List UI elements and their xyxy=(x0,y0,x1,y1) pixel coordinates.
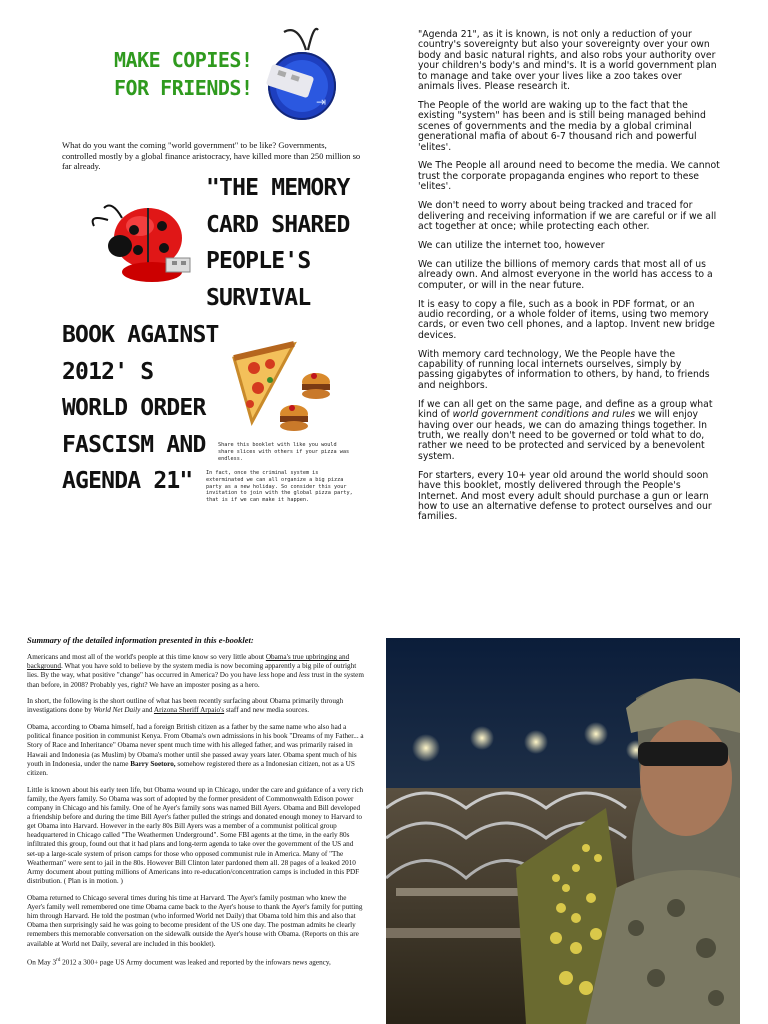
title-line-1: "THE MEMORY xyxy=(206,175,350,201)
italic-span: World Net Daily xyxy=(93,706,141,715)
make-copies-line-1: MAKE COPIES! xyxy=(114,48,253,72)
subtitle-line-5: AGENDA 21" xyxy=(62,468,193,494)
text-span: somehow registered there as a Indonesian citizen, not as a US citizen. xyxy=(27,759,355,777)
text-span: staff and new media sources. xyxy=(224,706,310,715)
subtitle-line-3: WORLD ORDER xyxy=(62,395,206,421)
paragraph: "Agenda 21", as it is known, is not only a reduction of your country's sovereignty but also your sovereignty over your own body and basic natural rights, and also robs your authority over your children's body's and mind's. It is a world government plan to manage and take over your lives like a zoo takes over animals lives. Please research it. xyxy=(418,29,717,93)
infact-note: In fact, once the criminal system is exterminated we can all organize a big pizza party as a new holiday. So consider this your invitation to join with the global pizza party, that is if we can make it happen. xyxy=(206,470,353,504)
subtitle-line-4: FASCISM AND xyxy=(62,431,206,458)
text-span: If we can all get on the same page, and define as a group what kind of xyxy=(418,398,713,421)
text-span: Obama, according to Obama himself, had a foreign British citizen as a father by the same name who also had a political finance position in communist Kenya. From Obama's own admissions in his book "Dreams of my Father... a Story of Race and Inheritance" Obama never spent much time with his alleged father, and was primarily raised in Hawaii and Indonesia (as Muslim) by Obama's mother until she passed away years later. Obama spent much of his youth in Indonesia, under the name xyxy=(27,723,364,768)
paragraph: We can utilize the billions of memory cards that most all of us already own. And almost everyone in the world has access to a computer, or will in the near future. xyxy=(418,258,713,291)
title-line-3: PEOPLE'S xyxy=(206,248,311,274)
subtitle-line-1: BOOK AGAINST xyxy=(62,322,219,348)
upbringing-link[interactable]: Obama's true upbringing and background xyxy=(27,653,350,671)
text-span: On May 3 xyxy=(27,958,57,967)
booklet-title xyxy=(206,170,350,316)
paragraph xyxy=(27,723,365,778)
paragraph: Little is known about his early teen life, but Obama wound up in Chicago, under the care and guidance of a very rich family, the Ayers family. So Obama was sort of adopted by the former president of Commonwealth Edison power company in Chicago and his family. One of he Ayer's family sons was named Bill Ayers. Obama and Bill developed a friendship before and during the time Bill Ayer's father pulled the strings and donated enough money to Harvard to get Obama into Harvard. However in the early 80s Bill Ayers was a member of a communist political group headquartered in Chicago called "The Weathermen Underground". Some FBI agents at the time, in the early 80s infiltrated this group, found out that it had plans and long-term agenda to take over the government of the US and set-up a large-scale system of prison camps for those who opposed communist rule in America. Many of "The Weatherman" were sent to jail in the 80s. However Bill Clinton later pardoned them all. 28 pages of a leaked 2010 Army document about putting millions of Americans into re-education/concentration camps is included in this PDF distribution. ( Plan is in motion. ) xyxy=(27,785,364,886)
ladybug-usb-icon xyxy=(82,196,200,294)
make-copies-banner xyxy=(114,46,254,102)
paragraph: Obama returned to Chicago several times during his time at Harvard. The Ayer's family postman who knew the Ayer's family well remembered one time Obama came back to the Ayer's house to thank the Ayer's family for putting him through Harvard. He told the postman (who informed World net Daily) that Obama told him this and also that Obama then surprisingly said he was going to become president of the US one day. The postman admits he clearly remembers this memorable conversation on the sidewalk outside the Ayer's house with Obama. (Reports on this are available at World net Daily, several are included in this booklet). xyxy=(27,893,363,948)
italic-span: less xyxy=(258,671,270,680)
make-copies-line-2: FOR FRIENDS! xyxy=(114,76,253,100)
text-span: Americans and most all of the world's people at this time know so very little about xyxy=(27,653,266,662)
summary-heading: Summary of the detailed information presented in this e-booklet: xyxy=(27,635,254,645)
right-column-text xyxy=(418,30,720,531)
bold-span: Barry Soetoro, xyxy=(130,759,176,768)
arpaio-link[interactable]: Arizona Sheriff Arpaio's xyxy=(153,706,225,715)
intro-text: What do you want the coming "world government" to be like? Governments, controlled mostly by a global finance aristocracy, have killed more than 250 million so far already. xyxy=(62,140,361,171)
italic-span: world government conditions and rules xyxy=(452,409,636,421)
text-span: and xyxy=(140,706,154,715)
superscript: rd xyxy=(56,958,61,964)
paragraph xyxy=(27,653,365,690)
svg-text:⇥: ⇥ xyxy=(316,95,327,109)
text-span: trust in the system than before, in 2008? Probably yes, right? We have an imposter posing as a hero. xyxy=(27,671,364,689)
booklet-subtitle xyxy=(62,317,219,500)
paragraph xyxy=(27,956,365,968)
subtitle-line-2: 2012' S xyxy=(62,358,154,385)
text-span: . What you have sold to believe by the system media is now becoming apparently a big pile of outright lies. By the way, what positive "change" has occurred in America? Do you have xyxy=(27,662,357,680)
paragraph: It is easy to copy a file, such as a book in PDF format, or an audio recording, or a whole folder of items, using two memory cards, or even two cell phones, and a laptop. Invent new bridge devices. xyxy=(418,298,715,341)
title-line-4: SURVIVAL xyxy=(206,284,311,311)
paragraph: We The People all around need to become the media. We cannot trust the corporate propaganda engines who report to these 'elites'. xyxy=(418,160,720,193)
italic-span: less xyxy=(298,671,310,680)
summary-section xyxy=(27,636,365,975)
paragraph: We don't need to worry about being tracked and traced for delivering and receiving information if we are careful or if we all act together at once; while protecting each other. xyxy=(418,200,717,232)
paragraph xyxy=(418,400,720,462)
text-span: hope and xyxy=(269,671,299,680)
text-span: 2012 a 300+ page US Army document was leaked and reported by the infowars news agency, xyxy=(60,958,331,967)
text-span: In short, the following is the short outline of what has been recently surfacing about Obama primarily through investigations done by xyxy=(27,697,344,715)
title-line-2: CARD SHARED xyxy=(206,211,350,238)
share-note: Share this booklet with like you would share slices with others if your pizza was endless. xyxy=(218,442,350,462)
paragraph xyxy=(27,697,365,715)
paragraph: The People of the world are waking up to the fact that the existing "system" has been and is still being managed behind scenes of governments and the media by a global criminal generational mafia of about 6-7 thousand rich and powerful 'elites'. xyxy=(418,99,706,153)
paragraph: For starters, every 10+ year old around the world should soon have this booklet, mostly delivered through the People's Internet. And most every adult should purchase a gun or learn how to use an alternative defense to protect ourselves and our families. xyxy=(418,469,712,523)
camp-photo xyxy=(386,638,740,1024)
paragraph: With memory card technology, We the People have the capability of running local internets ourselves, simply by passing gigabytes of information to others, by hand, to friends and neighbors. xyxy=(418,348,710,391)
text-span: we will enjoy having over our heads, we can do amazing things together. In truth, we really don't need to be governed or told what to do, rather we need to be protected and serviced by a benevolent system. xyxy=(418,409,708,462)
paragraph: We can utilize the internet too, however xyxy=(418,239,605,251)
pizza-usb-icon xyxy=(222,338,338,442)
usb-pendant-icon xyxy=(246,22,354,122)
